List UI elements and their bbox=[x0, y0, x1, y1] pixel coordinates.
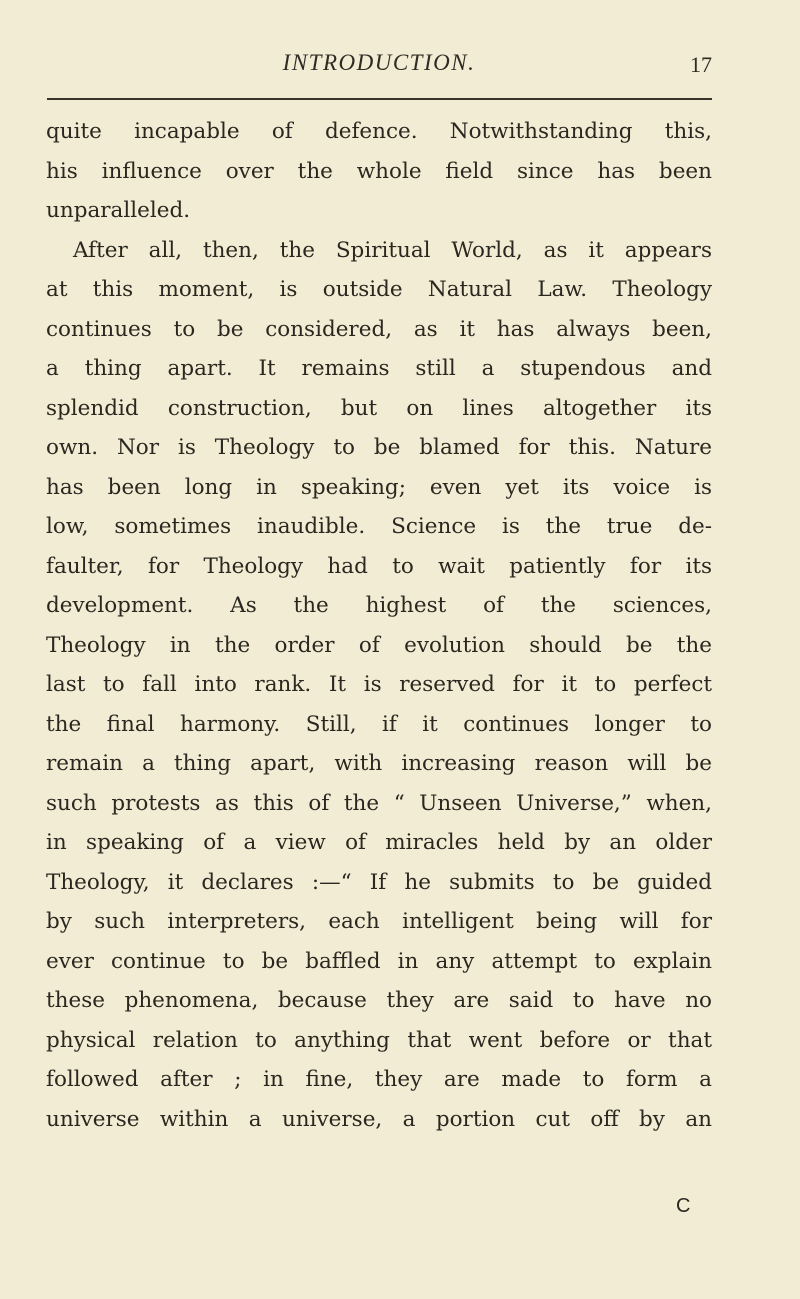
text-line: remain a thing apart, with increasing reason will be bbox=[46, 751, 712, 776]
text-line: continues to be considered, as it has always been, bbox=[46, 316, 712, 342]
text-line: these phenomena, because they are said to have no bbox=[46, 988, 712, 1013]
text-line: universe within a universe, a portion cut off by an bbox=[46, 1106, 712, 1132]
body-text bbox=[46, 112, 712, 1139]
text-line: by such interpreters, each intelligent being will for bbox=[46, 909, 712, 934]
text-line: Theology, it declares :—“ If he submits to be guided bbox=[46, 869, 712, 895]
text-line: a thing apart. It remains still a stupendous and bbox=[46, 356, 712, 381]
header-rule bbox=[47, 98, 712, 100]
text-line: faulter, for Theology had to wait patiently for its bbox=[46, 553, 712, 579]
text-line: his influence over the whole field since has been bbox=[46, 158, 712, 184]
text-line: own. Nor is Theology to be blamed for this. Nature bbox=[46, 435, 712, 460]
text-line: last to fall into rank. It is reserved for it to perfect bbox=[46, 672, 712, 697]
text-line: Theology in the order of evolution should be the bbox=[46, 632, 712, 658]
page-header bbox=[46, 50, 712, 88]
text-line: in speaking of a view of miracles held by an older bbox=[46, 830, 712, 855]
text-line: low, sometimes inaudible. Science is the true de- bbox=[46, 514, 712, 539]
page-number: 17 bbox=[690, 52, 712, 77]
text-line: such protests as this of the “ Unseen Universe,” when, bbox=[46, 790, 712, 816]
text-line: ever continue to be baffled in any attempt to explain bbox=[46, 948, 712, 974]
text-line: splendid construction, but on lines altogether its bbox=[46, 395, 712, 421]
text-line: physical relation to anything that went before or that bbox=[46, 1027, 712, 1053]
text-line: quite incapable of defence. Notwithstanding this, bbox=[46, 119, 712, 144]
text-line: followed after ; in fine, they are made to form a bbox=[46, 1067, 712, 1092]
running-title: INTRODUCTION. bbox=[282, 50, 476, 75]
text-line: After all, then, the Spiritual World, as it appears bbox=[73, 237, 712, 263]
signature-mark: C bbox=[676, 1195, 691, 1217]
text-line: unparalleled. bbox=[46, 198, 191, 223]
text-line: has been long in speaking; even yet its voice is bbox=[46, 474, 712, 500]
text-line: the final harmony. Still, if it continues longer to bbox=[46, 711, 712, 737]
text-line: at this moment, is outside Natural Law. Theology bbox=[46, 277, 712, 302]
text-line: development. As the highest of the sciences, bbox=[46, 593, 712, 618]
